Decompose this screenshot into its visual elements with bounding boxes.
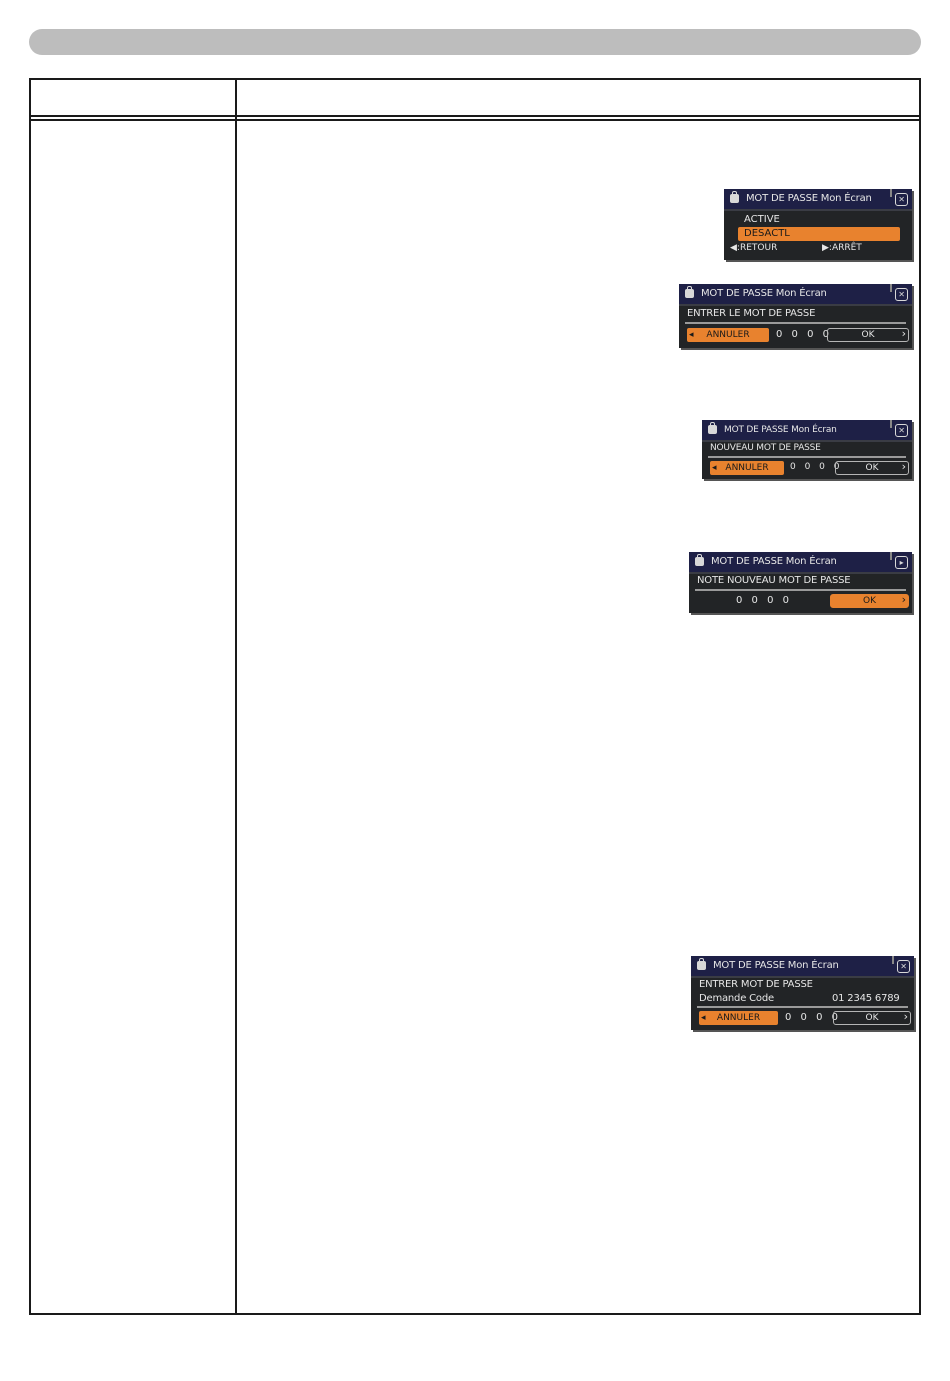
prompt-label: NOUVEAU MOT DE PASSE bbox=[710, 443, 821, 453]
separator bbox=[695, 589, 906, 591]
prompt-label: ENTRER MOT DE PASSE bbox=[699, 979, 813, 990]
request-code-dialog bbox=[691, 956, 914, 1030]
ok-button[interactable]: OK › bbox=[827, 328, 909, 342]
prompt-label: NOTE NOUVEAU MOT DE PASSE bbox=[697, 575, 851, 586]
exit-hint[interactable]: ▶:ARRÊT bbox=[822, 243, 862, 253]
ok-button[interactable]: OK › bbox=[835, 461, 909, 475]
close-icon[interactable]: ✕ bbox=[895, 193, 908, 206]
dialog-title-bar bbox=[689, 552, 912, 574]
lock-icon bbox=[730, 194, 739, 203]
password-digits: 0 0 0 0 bbox=[736, 595, 792, 606]
lock-icon bbox=[695, 557, 704, 566]
title-grip bbox=[892, 956, 894, 964]
close-icon[interactable]: ✕ bbox=[897, 960, 910, 973]
dialog-title-bar bbox=[679, 284, 912, 306]
password-onoff-dialog bbox=[724, 189, 912, 260]
table-header-row bbox=[31, 80, 919, 117]
request-code-value: 01 2345 6789 bbox=[832, 993, 900, 1004]
title-grip bbox=[890, 552, 892, 560]
close-icon[interactable]: ✕ bbox=[895, 288, 908, 301]
prompt-label: ENTRER LE MOT DE PASSE bbox=[687, 308, 816, 319]
lock-icon bbox=[697, 961, 706, 970]
title-grip bbox=[890, 189, 892, 197]
ok-button[interactable]: OK › bbox=[830, 594, 909, 608]
option-desactl[interactable]: DESACTL bbox=[738, 227, 900, 241]
cancel-button[interactable]: ◂ ANNULER bbox=[710, 461, 784, 475]
dialog-title-bar bbox=[724, 189, 912, 211]
lock-icon bbox=[708, 425, 717, 434]
close-icon[interactable]: ▸ bbox=[895, 556, 908, 569]
title-grip bbox=[890, 420, 892, 428]
dialog-title-bar bbox=[702, 420, 912, 442]
dialog-title: MOT DE PASSE Mon Écran bbox=[711, 556, 837, 567]
close-icon[interactable]: ✕ bbox=[895, 424, 908, 437]
new-password-dialog bbox=[702, 420, 912, 479]
note-password-dialog bbox=[689, 552, 912, 613]
separator bbox=[708, 456, 906, 458]
request-code-label: Demande Code bbox=[699, 993, 774, 1004]
enter-password-dialog bbox=[679, 284, 912, 348]
separator bbox=[685, 322, 906, 324]
dialog-title: MOT DE PASSE Mon Écran bbox=[713, 960, 839, 971]
page-header-bar bbox=[29, 29, 921, 55]
option-active[interactable]: ACTIVE bbox=[744, 214, 780, 225]
dialog-title: MOT DE PASSE Mon Écran bbox=[701, 288, 827, 299]
settings-table bbox=[29, 78, 921, 1315]
dialog-title-bar bbox=[691, 956, 914, 978]
dialog-title: MOT DE PASSE Mon Écran bbox=[746, 193, 872, 204]
cancel-button[interactable]: ◂ ANNULER bbox=[699, 1011, 778, 1025]
table-header-divider bbox=[31, 119, 919, 121]
separator bbox=[697, 1006, 908, 1008]
ok-button[interactable]: OK › bbox=[833, 1011, 911, 1025]
back-hint[interactable]: ◀:RETOUR bbox=[730, 243, 778, 253]
password-digits[interactable]: 0 0 0 0 bbox=[790, 462, 843, 472]
password-digits[interactable]: 0 0 0 0 bbox=[776, 329, 832, 340]
password-digits[interactable]: 0 0 0 0 bbox=[785, 1012, 841, 1023]
dialog-title: MOT DE PASSE Mon Écran bbox=[724, 425, 837, 435]
lock-icon bbox=[685, 289, 694, 298]
title-grip bbox=[890, 284, 892, 292]
column-divider bbox=[235, 80, 237, 1313]
cancel-button[interactable]: ◂ ANNULER bbox=[687, 328, 769, 342]
